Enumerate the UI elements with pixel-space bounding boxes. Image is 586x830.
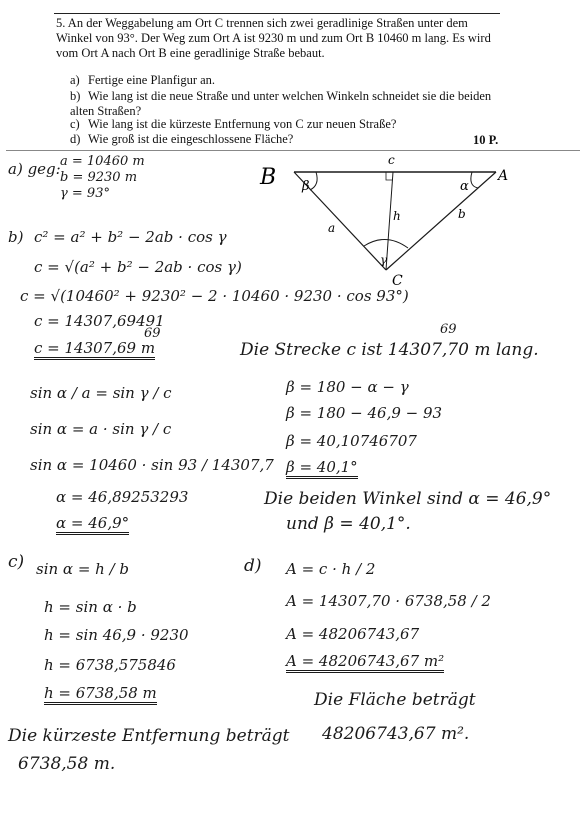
- answer-c-correction: 69: [440, 322, 457, 337]
- calc-line: c² = a² + b² − 2ab · cos γ: [34, 228, 227, 246]
- area-line: A = 48206743,67: [286, 625, 420, 643]
- given-label: a) geg:: [8, 160, 61, 178]
- points-label: 10 P.: [473, 133, 499, 147]
- question-d: d) Wie groß ist die eingeschlossene Fläche?: [70, 132, 294, 146]
- question-a: a) Fertige eine Planfigur an.: [70, 73, 216, 87]
- calc-line: c = 14307,69491: [34, 312, 165, 330]
- height-line: h = sin α · b: [44, 598, 137, 616]
- height-line: h = sin 46,9 · 9230: [44, 626, 189, 644]
- angle-beta-label: β: [302, 179, 310, 194]
- sine-rule-line: sin α / a = sin γ / c: [30, 384, 172, 402]
- height-line: h = 6738,575846: [44, 656, 176, 674]
- beta-line: β = 180 − 46,9 − 93: [286, 404, 443, 422]
- height-result: h = 6738,58 m: [44, 684, 157, 705]
- vertex-a-label: A: [498, 168, 509, 184]
- answer-height-line1: Die kürzeste Entfernung beträgt: [8, 726, 290, 746]
- top-rule: [54, 13, 500, 14]
- calc-line: c = √(10460² + 9230² − 2 · 10460 · 9230 · cos 93°): [20, 287, 409, 305]
- part-d-label: d): [244, 556, 262, 576]
- part-c-label: c): [8, 552, 25, 572]
- height-label: h: [393, 209, 401, 223]
- given-line: a = 10460 m: [60, 154, 145, 169]
- area-line: A = c · h / 2: [286, 560, 376, 578]
- answer-area-line1: Die Fläche beträgt: [314, 690, 476, 710]
- question-b: b) Wie lang ist die neue Straße und unter welchen Winkeln schneidet sie die beiden alten Straßen?: [70, 89, 492, 118]
- side-c-label: c: [388, 153, 395, 167]
- vertex-b-label: B: [260, 165, 277, 190]
- answer-c-text: Die Strecke c ist 14307,70 m lang.: [240, 340, 539, 360]
- sine-rule-line: sin α = a · sin γ / c: [30, 420, 172, 438]
- given-line: b = 9230 m: [60, 170, 138, 185]
- calc-line: c = √(a² + b² − 2ab · cos γ): [34, 258, 242, 276]
- area-line: A = 14307,70 · 6738,58 / 2: [286, 592, 491, 610]
- alpha-result: α = 46,9°: [56, 514, 129, 535]
- beta-line: β = 180 − α − γ: [286, 378, 409, 396]
- side-b-label: b: [458, 207, 466, 221]
- answer-height-line2: 6738,58 m.: [18, 754, 116, 774]
- correction-digits: 69: [144, 326, 161, 341]
- question-c: c) Wie lang ist die kürzeste Entfernung von C zur neuen Straße?: [70, 117, 397, 131]
- vertex-c-label: C: [392, 273, 403, 289]
- triangle-figure: [240, 150, 520, 290]
- angle-gamma-label: γ: [380, 253, 388, 267]
- answer-angles-line2: und β = 40,1°.: [286, 514, 411, 534]
- beta-result: β = 40,1°: [286, 458, 358, 479]
- part-b-label: b): [8, 228, 24, 246]
- task-statement: 5. An der Weggabelung am Ort C trennen sich zwei geradlinige Straßen unter dem Winkel von 93°. Der Weg zum Ort A ist 9230 m und zum Ort B 10460 m lang. Es wird vom Ort A nach Ort B eine geradlinige Straße bebaut.: [56, 16, 491, 60]
- sine-rule-line: sin α = 10460 · sin 93 / 14307,7: [30, 456, 274, 474]
- result-c: c = 14307,69 m: [34, 339, 155, 360]
- answer-angles-line1: Die beiden Winkel sind α = 46,9°: [264, 489, 552, 509]
- answer-area-line2: 48206743,67 m².: [322, 724, 470, 744]
- sine-rule-line: α = 46,89253293: [56, 488, 189, 506]
- angle-alpha-label: α: [460, 179, 469, 194]
- beta-line: β = 40,10746707: [286, 432, 417, 450]
- given-line: γ = 93°: [60, 186, 110, 201]
- side-a-label: a: [328, 221, 336, 235]
- height-line: sin α = h / b: [36, 560, 130, 578]
- area-result: A = 48206743,67 m²: [286, 652, 444, 673]
